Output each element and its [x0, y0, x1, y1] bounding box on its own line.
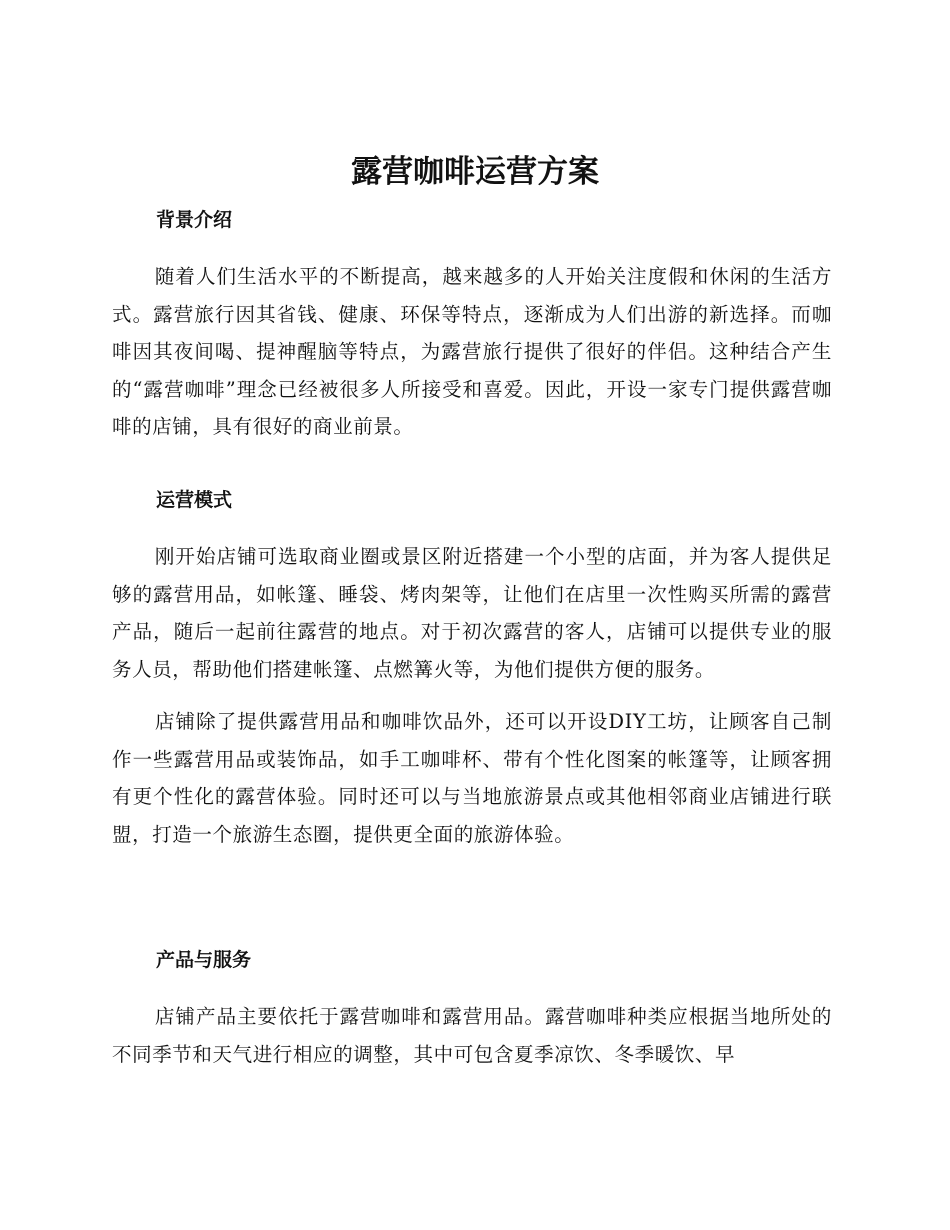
paragraph: 店铺除了提供露营用品和咖啡饮品外，还可以开设DIY工坊，让顾客自己制作一些露营用品或装饰品，如手工咖啡杯、带有个性化图案的帐篷等，让顾客拥有更个性化的露营体验。同时还可以与当地旅游景点或其他相邻商业店铺进行联盟，打造一个旅游生态圈，提供更全面的旅游体验。 [112, 710, 832, 846]
section-heading: 产品与服务 [156, 949, 252, 971]
document-title: 露营咖啡运营方案 [351, 154, 599, 190]
section-heading: 运营模式 [156, 489, 233, 511]
paragraph: 随着人们生活水平的不断提高，越来越多的人开始关注度假和休闲的生活方式。露营旅行因其省钱、健康、环保等特点，逐渐成为人们出游的新选择。而咖啡因其夜间喝、提神醒脑等特点，为露营旅行提供了很好的伴侣。这种结合产生的“露营咖啡”理念已经被很多人所接受和喜爱。因此，开设一家专门提供露营咖啡的店铺，具有很好的商业前景。 [112, 265, 832, 438]
section-background [112, 206, 832, 446]
section-products-services [112, 946, 832, 1073]
section-heading: 背景介绍 [156, 209, 233, 231]
paragraph: 店铺产品主要依托于露营咖啡和露营用品。露营咖啡种类应根据当地所处的不同季节和天气进行相应的调整，其中可包含夏季凉饮、冬季暖饮、早 [112, 1005, 832, 1066]
section-operation-mode [112, 486, 832, 853]
paragraph: 刚开始店铺可选取商业圈或景区附近搭建一个小型的店面，并为客人提供足够的露营用品，如帐篷、睡袋、烤肉架等，让他们在店里一次性购买所需的露营产品，随后一起前往露营的地点。对于初次露营的客人，店铺可以提供专业的服务人员，帮助他们搭建帐篷、点燃篝火等，为他们提供方便的服务。 [112, 545, 832, 681]
